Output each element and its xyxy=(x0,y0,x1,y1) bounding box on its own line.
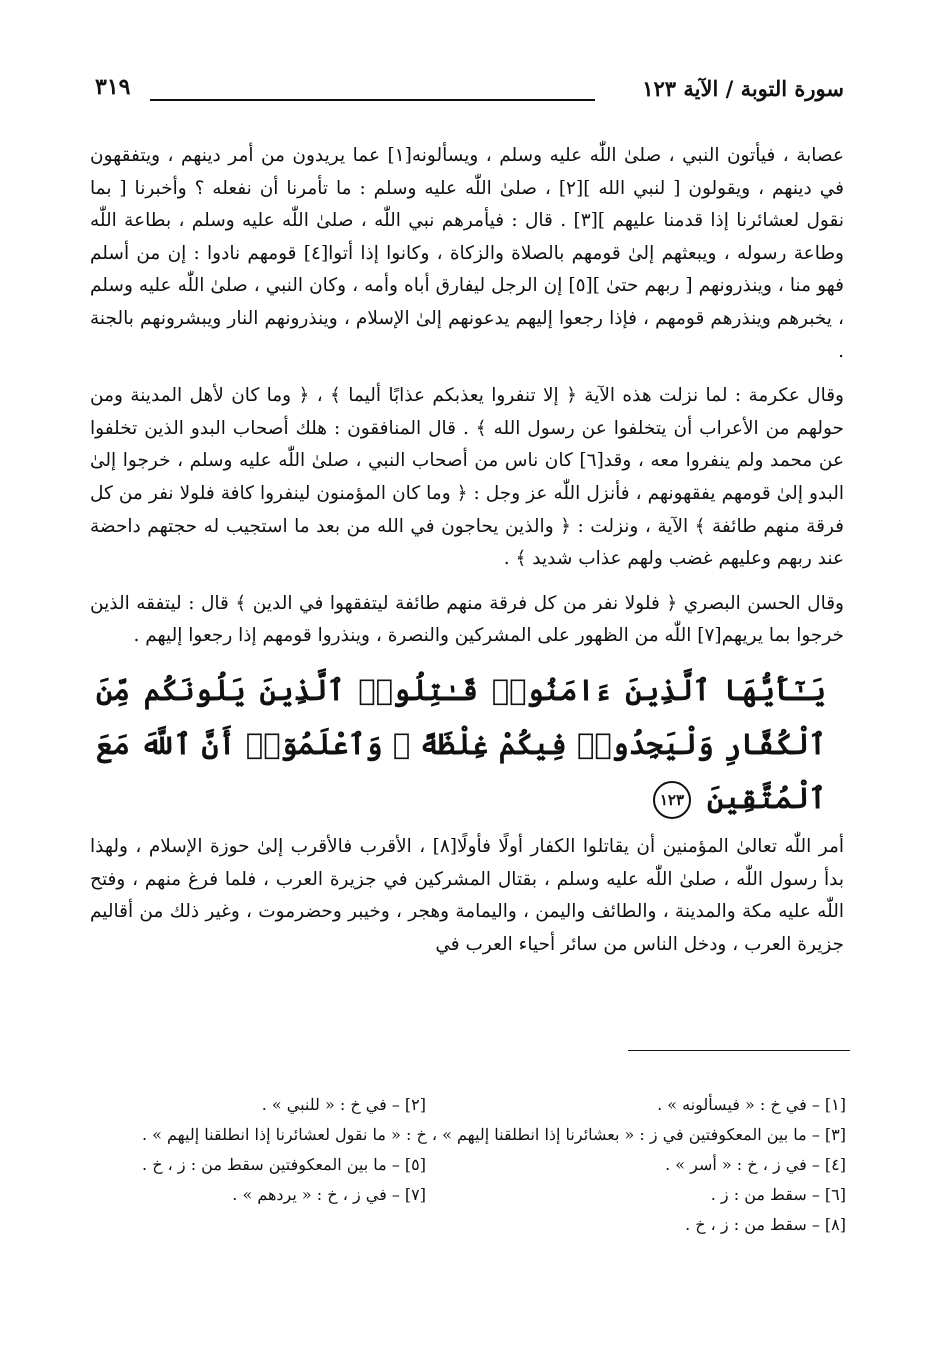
header-rule xyxy=(150,99,595,101)
page-header xyxy=(95,72,844,112)
footnote-4: [٤] – في ز ، خ : « أسر » . xyxy=(665,1155,846,1174)
quran-verse xyxy=(96,663,826,825)
main-text xyxy=(90,140,844,961)
footnote-rule xyxy=(628,1050,850,1051)
verse-number-marker: ١٢٣ xyxy=(653,781,691,819)
verse-text: يَـٰٓأَيُّهَا ٱلَّذِينَ ءَامَنُوا۟ قَـٰتِلُوا۟ ٱلَّذِينَ يَلُونَكُم مِّنَ ٱلْكُفَّارِ وَلْيَجِدُوا۟ فِيكُمْ غِلْظَةً ۚ وَٱعْلَمُوٓا۟ أَنَّ ٱللَّهَ مَعَ ٱلْمُتَّقِينَ xyxy=(96,672,826,815)
footnote-6: [٦] – سقط من : ز . xyxy=(710,1185,846,1204)
footnote-2: [٢] – في خ : « للنبي » . xyxy=(261,1095,426,1114)
paragraph-2: وقال عكرمة : لما نزلت هذه الآية ﴿ إلا تنفروا يعذبكم عذابًا أليما ﴾ ، ﴿ وما كان لأهل المدينة ومن حولهم من الأعراب أن يتخلفوا عن رسول الله ﴾ . قال المنافقون : هلك أصحاب البدو الذين تخلفوا عن محمد ولم ينفروا معه ، وقد[٦] كان ناس من أصحاب النبي ، صلىٰ اللّٰه عليه وسلم ، خرجوا إلىٰ البدو إلىٰ قومهم يفقهونهم ، فأنزل اللّٰه عز وجل : ﴿ وما كان المؤمنون لينفروا كافة فلولا نفر من كل فرقة منهم طائفة ﴾ الآية ، ونزلت : ﴿ والذين يحاجون في الله من بعد ما استجيب له حجتهم داحضة عند ربهم وعليهم غضب ولهم عذاب شديد ﴾ . xyxy=(90,385,844,570)
footnote-8: [٨] – سقط من : ز ، خ . xyxy=(685,1215,846,1234)
paragraph-1: عصابة ، فيأتون النبي ، صلىٰ اللّٰه عليه وسلم ، ويسألونه[١] عما يريدون من أمر دينهم ، ويتفقهون في دينهم ، ويقولون [ لنبي الله ][٢] ، صلىٰ اللّٰه عليه وسلم : ما تأمرنا أن نفعله ؟ وأخبرنا [ بما نقول لعشائرنا إذا قدمنا عليهم ][٣] . قال : فيأمرهم نبي اللّٰه ، صلىٰ اللّٰه عليه وسلم ، بطاعة اللّٰه وطاعة رسوله ، ويبعثهم إلىٰ قومهم بالصلاة والزكاة ، وكانوا إذا أتوا[٤] قومهم نادوا : إن من أسلم فهو منا ، وينذرونهم [ ربهم حتىٰ ][٥] إن الرجل ليفارق أباه وأمه ، وكان النبي ، صلىٰ اللّٰه عليه وسلم ، يخبرهم وينذرهم قومهم ، فإذا رجعوا إليهم يدعونهم إلىٰ الإسلام ، وينذرونهم النار ويبشرونهم بالجنة . xyxy=(90,145,844,362)
footnote-1: [١] – في خ : « فيسألونه » . xyxy=(657,1095,846,1114)
footnote-3: [٣] – ما بين المعكوفتين في ز : « بعشائرنا إذا انطلقنا إليهم » ، خ : « ما نقول لعشائرنا إذا انطلقنا إليهم » . xyxy=(141,1125,846,1144)
footnote-7: [٧] – في ز ، خ : « يردهم » . xyxy=(232,1185,426,1204)
running-title: سورة التوبة / الآية ١٢٣ xyxy=(642,76,844,101)
paragraph-3: وقال الحسن البصري ﴿ فلولا نفر من كل فرقة منهم طائفة ليتفقهوا في الدين ﴾ قال : ليتفقه الذين خرجوا بما يريهم[٧] اللّٰه من الظهور على المشركين والنصرة ، وينذروا قومهم إذا رجعوا إليهم . xyxy=(90,592,844,647)
footnote-5: [٥] – ما بين المعكوفتين سقط من : ز ، خ . xyxy=(142,1155,426,1174)
page-number: ٣١٩ xyxy=(95,74,131,100)
footnotes xyxy=(80,1090,846,1240)
commentary-paragraph: أمر اللّٰه تعالىٰ المؤمنين أن يقاتلوا الكفار أولًا فأولًا[٨] ، الأقرب فالأقرب إلىٰ حوزة الإسلام ، ولهذا بدأ رسول اللّٰه ، صلىٰ اللّٰه عليه وسلم ، بقتال المشركين في جزيرة العرب ، فلما فرغ منهم ، وفتح اللّٰه عليه مكة والمدينة ، والطائف واليمن ، واليمامة وهجر ، وخيبر وحضرموت ، وغير ذلك من أقاليم جزيرة العرب ، ودخل الناس من سائر أحياء العرب في xyxy=(90,835,844,955)
